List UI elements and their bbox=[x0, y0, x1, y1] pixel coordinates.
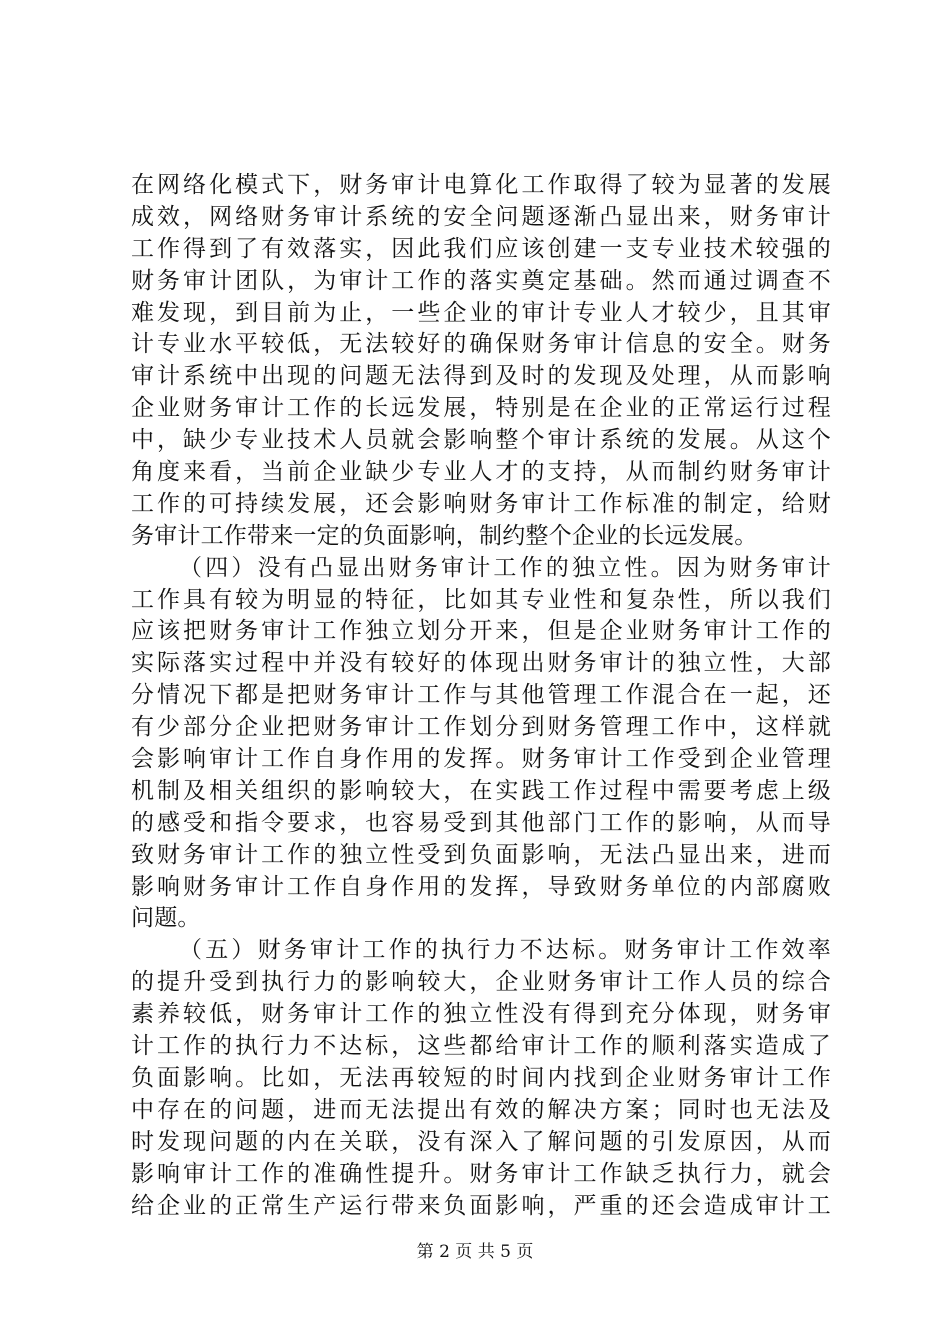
text-line: 给企业的正常生产运行带来负面影响，严重的还会造成审计工 bbox=[131, 1192, 831, 1219]
text-line: 工作具有较为明显的特征，比如其专业性和复杂性，所以我们 bbox=[131, 586, 831, 613]
page-number-footer: 第 2 页 共 5 页 bbox=[416, 1242, 534, 1262]
text-line: 务审计工作带来一定的负面影响，制约整个企业的长远发展。 bbox=[131, 522, 758, 549]
text-line: 致财务审计工作的独立性受到负面影响，无法凸显出来，进而 bbox=[131, 841, 831, 868]
text-line: 会影响审计工作自身作用的发挥。财务审计工作受到企业管理 bbox=[131, 746, 831, 773]
text-line: 计专业水平较低，无法较好的确保财务审计信息的安全。财务 bbox=[131, 331, 831, 358]
paragraph-heading-line: （四）没有凸显出财务审计工作的独立性。因为财务审计 bbox=[179, 554, 831, 581]
text-line: 中，缺少专业技术人员就会影响整个审计系统的发展。从这个 bbox=[131, 427, 831, 454]
text-line: 成效，网络财务审计系统的安全问题逐渐凸显出来，财务审计 bbox=[131, 203, 831, 230]
text-line: 应该把财务审计工作独立划分开来，但是企业财务审计工作的 bbox=[131, 618, 831, 645]
text-line: 影响财务审计工作自身作用的发挥，导致财务单位的内部腐败 bbox=[131, 873, 831, 900]
body-text bbox=[131, 170, 831, 1222]
text-line: 实际落实过程中并没有较好的体现出财务审计的独立性，大部 bbox=[131, 650, 831, 677]
text-line: 角度来看，当前企业缺少专业人才的支持，从而制约财务审计 bbox=[131, 459, 831, 486]
text-line: 的提升受到执行力的影响较大，企业财务审计工作人员的综合 bbox=[131, 969, 831, 996]
text-line: 有少部分企业把财务审计工作划分到财务管理工作中，这样就 bbox=[131, 714, 831, 741]
text-line: 的感受和指令要求，也容易受到其他部门工作的影响，从而导 bbox=[131, 809, 831, 836]
text-line: 中存在的问题，进而无法提出有效的解决方案；同时也无法及 bbox=[131, 1096, 831, 1123]
text-line: 企业财务审计工作的长远发展，特别是在企业的正常运行过程 bbox=[131, 395, 831, 422]
text-line: 负面影响。比如，无法再较短的时间内找到企业财务审计工作 bbox=[131, 1064, 831, 1091]
text-line: 在网络化模式下，财务审计电算化工作取得了较为显著的发展 bbox=[131, 172, 831, 198]
text-line: 计工作的执行力不达标，这些都给审计工作的顺利落实造成了 bbox=[131, 1033, 831, 1060]
text-line: 分情况下都是把财务审计工作与其他管理工作混合在一起，还 bbox=[131, 682, 831, 709]
text-line: 机制及相关组织的影响较大，在实践工作过程中需要考虑上级 bbox=[131, 777, 831, 804]
text-line: 工作得到了有效落实，因此我们应该创建一支专业技术较强的 bbox=[131, 235, 831, 262]
paragraph-heading-line: （五）财务审计工作的执行力不达标。财务审计工作效率 bbox=[179, 937, 831, 964]
text-line: 时发现问题的内在关联，没有深入了解问题的引发原因，从而 bbox=[131, 1128, 831, 1155]
text-line: 财务审计团队，为审计工作的落实奠定基础。然而通过调查不 bbox=[131, 267, 831, 294]
text-line: 素养较低，财务审计工作的独立性没有得到充分体现，财务审 bbox=[131, 1001, 831, 1028]
text-line: 影响审计工作的准确性提升。财务审计工作缺乏执行力，就会 bbox=[131, 1160, 831, 1187]
text-line: 难发现，到目前为止，一些企业的审计专业人才较少，且其审 bbox=[131, 299, 831, 326]
text-line: 审计系统中出现的问题无法得到及时的发现及处理，从而影响 bbox=[131, 363, 831, 390]
text-line: 工作的可持续发展，还会影响财务审计工作标准的制定，给财 bbox=[131, 490, 831, 517]
text-line: 问题。 bbox=[131, 905, 201, 932]
